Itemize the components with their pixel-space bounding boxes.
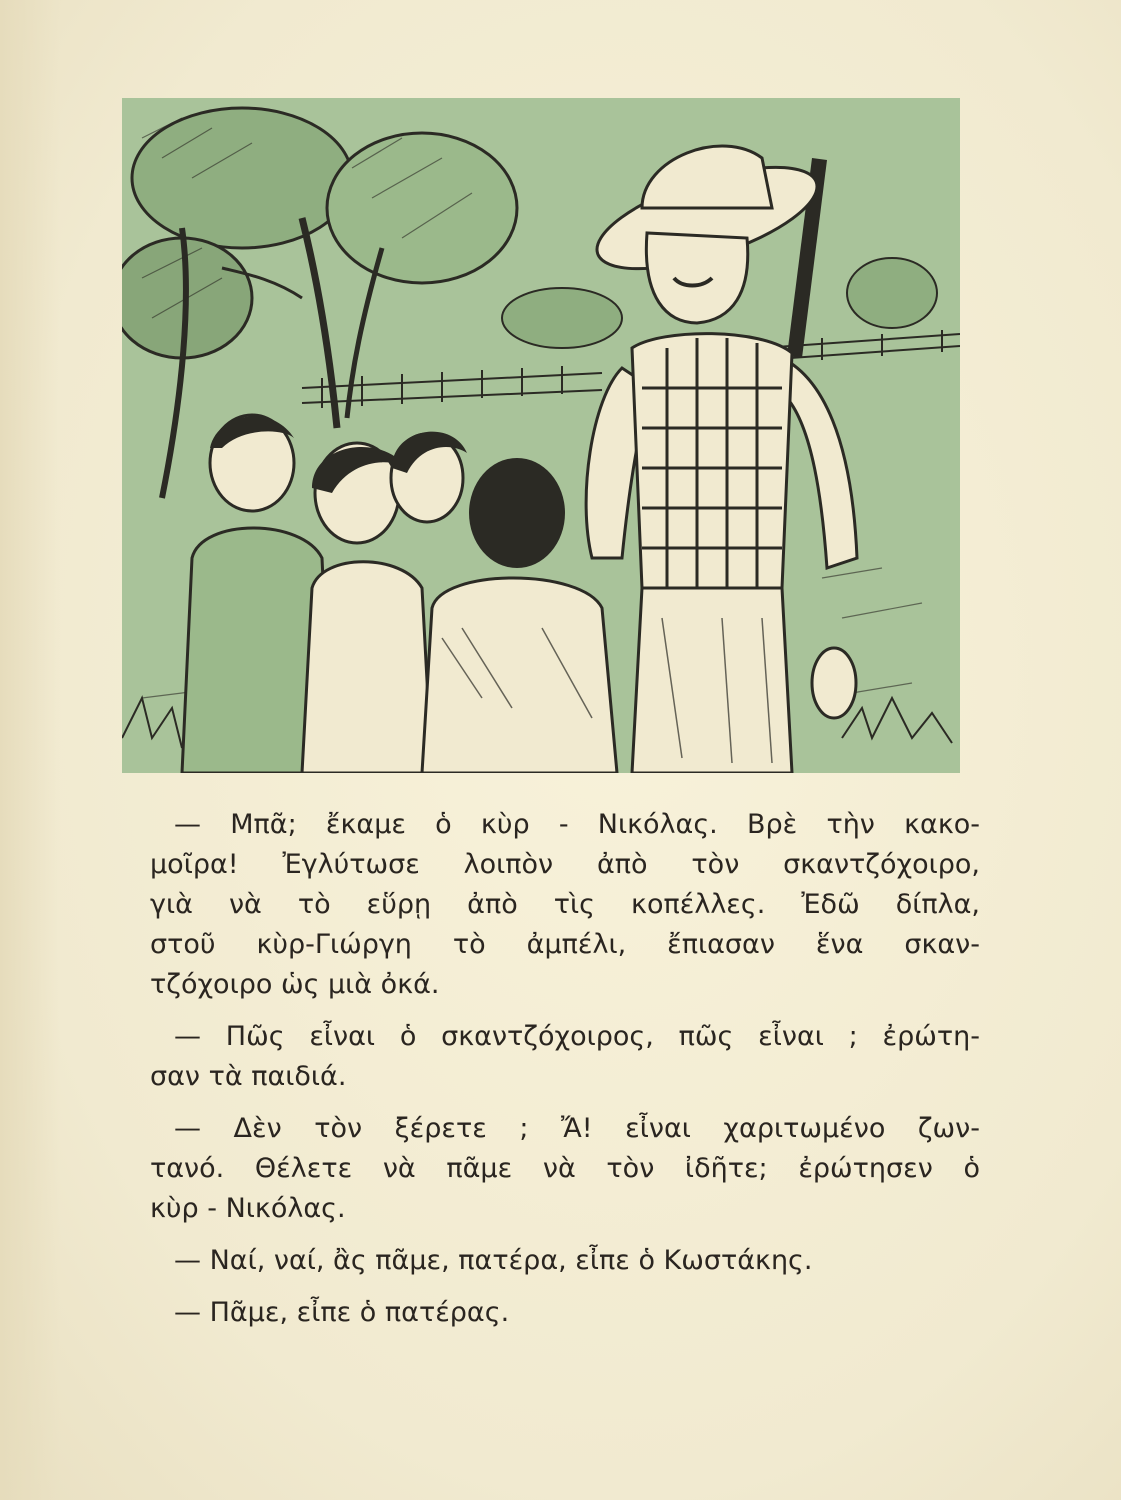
paragraph — [150, 1109, 980, 1229]
text-line: — Μπᾶ; ἔκαμε ὁ κὺρ - Νικόλας. Βρὲ τὴν κακο- — [174, 809, 980, 840]
text-line: γιὰ νὰ τὸ εὕρῃ ἀπὸ τὶς κοπέλλες. Ἐδῶ δίπλα, — [150, 889, 980, 920]
text-line: — Πᾶμε, εἶπε ὁ πατέρας. — [174, 1297, 510, 1328]
paragraph — [150, 805, 980, 1005]
paragraph — [150, 1293, 980, 1333]
text-line: μοῖρα! Ἐγλύτωσε λοιπὸν ἀπὸ τὸν σκαντζόχοιρο, — [150, 849, 980, 880]
page-gutter-shadow — [0, 0, 60, 1500]
paragraph — [150, 1241, 980, 1281]
text-line: τανό. Θέλετε νὰ πᾶμε νὰ τὸν ἰδῆτε; ἐρώτησεν ὁ — [150, 1153, 980, 1184]
story-illustration — [122, 98, 960, 773]
text-line: κὺρ - Νικόλας. — [150, 1193, 346, 1224]
paragraph — [150, 1017, 980, 1097]
text-line: — Πῶς εἶναι ὁ σκαντζόχοιρος, πῶς εἶναι ; ἐρώτη- — [174, 1021, 980, 1052]
story-text — [150, 805, 980, 1345]
text-line: στοῦ κὺρ-Γιώργη τὸ ἀμπέλι, ἔπιασαν ἕνα σκαν- — [150, 929, 980, 960]
text-line: — Δὲν τὸν ξέρετε ; Ἄ! εἶναι χαριτωμένο ζων- — [174, 1113, 980, 1144]
text-line: τζόχοιρο ὡς μιὰ ὀκά. — [150, 969, 440, 1000]
text-line: — Ναί, ναί, ἂς πᾶμε, πατέρα, εἶπε ὁ Κωστάκης. — [174, 1245, 813, 1276]
text-line: σαν τὰ παιδιά. — [150, 1061, 347, 1092]
